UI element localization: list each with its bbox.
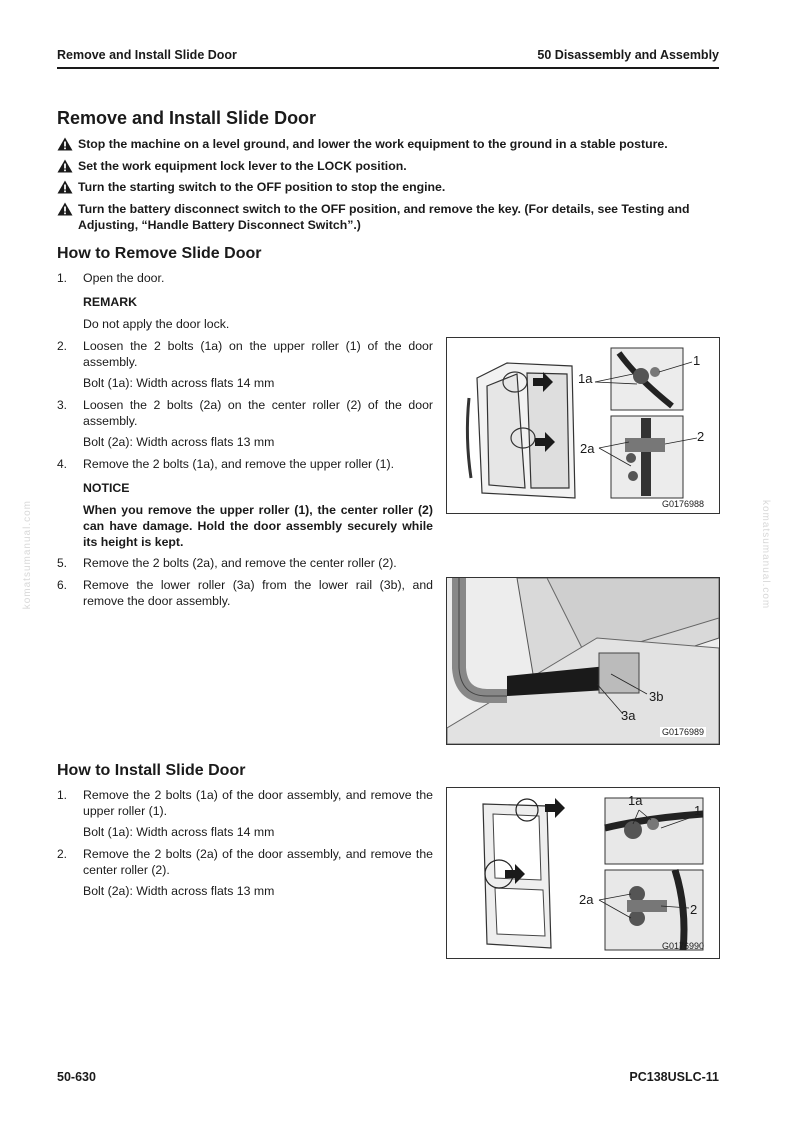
step-text: Remove the lower roller (3a) from the lower rail (3b), and remove the door assembly. [83, 578, 433, 608]
step-number: 1. [57, 788, 68, 802]
warning-item [57, 158, 719, 174]
warning-text: Turn the starting switch to the OFF position to stop the engine. [78, 180, 446, 194]
warning-text: Stop the machine on a level ground, and lower the work equipment to the ground in a stable posture. [78, 137, 668, 151]
step-text: Remove the 2 bolts (1a) of the door assembly, and remove the upper roller (1). [83, 788, 433, 818]
step-number: 3. [57, 398, 68, 412]
callout-label: 2 [697, 429, 705, 444]
remove-step-4 [57, 456, 433, 472]
figure-drawing [447, 338, 719, 513]
header-section-title: Remove and Install Slide Door [57, 48, 237, 62]
remove-step-2 [57, 338, 433, 370]
notice-label: NOTICE [83, 481, 130, 495]
install-heading: How to Install Slide Door [57, 762, 246, 779]
remark-text: Do not apply the door lock. [83, 317, 230, 331]
step-text: Remove the 2 bolts (2a), and remove the center roller (2). [83, 556, 397, 570]
callout-label: 1a [628, 793, 643, 808]
step-text: Remove the 2 bolts (1a), and remove the upper roller (1). [83, 457, 394, 471]
remove-step-1 [57, 270, 433, 286]
figure-upper-center-roller [446, 337, 720, 514]
callout-label: 2a [579, 892, 594, 907]
callout-label: 1a [578, 371, 593, 386]
callout-label: 2a [580, 441, 595, 456]
warning-item [57, 179, 719, 195]
warning-text: Set the work equipment lock lever to the LOCK position. [78, 159, 407, 173]
bolt-spec: Bolt (2a): Width across flats 13 mm [83, 435, 275, 449]
figure-install-rollers [446, 787, 720, 959]
step-number: 5. [57, 556, 68, 570]
step-number: 1. [57, 271, 68, 285]
header-rule [57, 67, 719, 69]
page-number: 50-630 [57, 1070, 96, 1084]
watermark-left: komatsumanual.com [22, 500, 33, 610]
bolt-spec: Bolt (1a): Width across flats 14 mm [83, 825, 275, 839]
remove-step-6 [57, 577, 433, 609]
install-step-2 [57, 846, 433, 878]
remove-step-3 [57, 397, 433, 429]
figure-id: G0176990 [662, 941, 705, 951]
warning-item [57, 201, 719, 233]
figure-id: G0176988 [662, 499, 705, 509]
warning-icon [57, 159, 73, 173]
step-text: Loosen the 2 bolts (1a) on the upper roller (1) of the door assembly. [83, 339, 433, 369]
callout-label: 3a [621, 708, 636, 723]
callout-label: 1 [693, 353, 701, 368]
figure-lower-roller [446, 577, 720, 745]
model-number: PC138USLC-11 [629, 1070, 719, 1084]
step-number: 6. [57, 578, 68, 592]
warning-icon [57, 137, 73, 151]
step-text: Remove the 2 bolts (2a) of the door assembly, and remove the center roller (2). [83, 847, 433, 877]
warning-icon [57, 180, 73, 194]
callout-label: 3b [649, 689, 664, 704]
callout-label: 2 [690, 902, 698, 917]
watermark-right: komatsumanual.com [760, 500, 771, 610]
header-chapter-title: 50 Disassembly and Assembly [537, 48, 719, 62]
warning-item [57, 136, 719, 152]
step-number: 2. [57, 847, 68, 861]
callout-label: 1 [694, 803, 702, 818]
remove-heading: How to Remove Slide Door [57, 245, 262, 262]
bolt-spec: Bolt (2a): Width across flats 13 mm [83, 884, 275, 898]
bolt-spec: Bolt (1a): Width across flats 14 mm [83, 376, 275, 390]
notice-text: When you remove the upper roller (1), the center roller (2) can have damage. Hold the door assembly securely while its height is kept. [83, 503, 433, 549]
install-step-1 [57, 787, 433, 819]
page-title: Remove and Install Slide Door [57, 108, 317, 128]
figure-id: G0176989 [662, 727, 705, 737]
figure-drawing [447, 788, 719, 958]
step-number: 2. [57, 339, 68, 353]
remark-label: REMARK [83, 295, 137, 309]
figure-drawing [447, 578, 719, 744]
remove-step-5 [57, 555, 433, 571]
step-text: Loosen the 2 bolts (2a) on the center roller (2) of the door assembly. [83, 398, 433, 428]
step-text: Open the door. [83, 271, 165, 285]
step-number: 4. [57, 457, 68, 471]
warning-text: Turn the battery disconnect switch to the OFF position, and remove the key. (For details, see Testing and Adjusting, “Handle Battery Disconnect Switch”.) [78, 202, 690, 232]
warning-icon [57, 202, 73, 216]
